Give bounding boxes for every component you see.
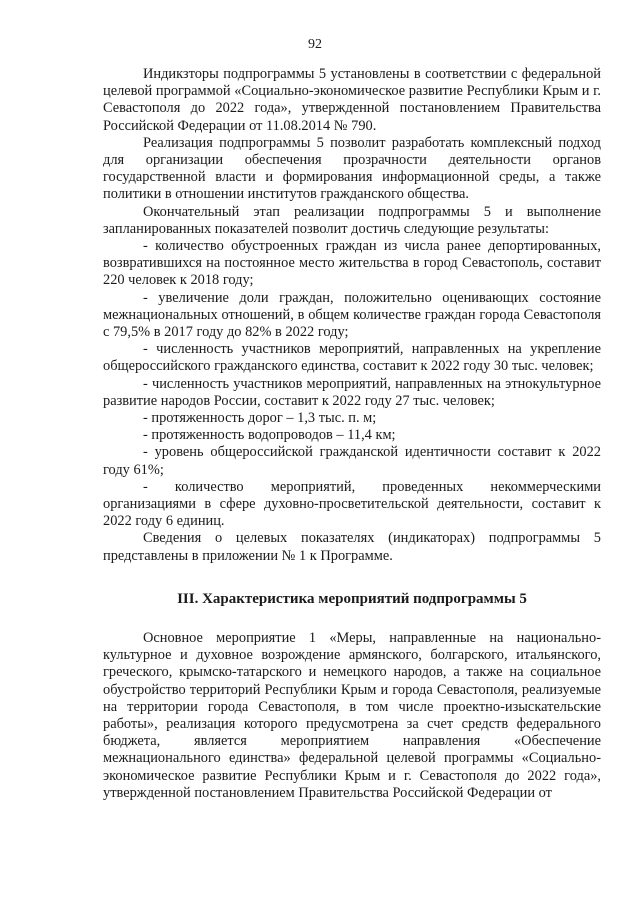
document-body [103,66,601,802]
result-item: - увеличение доли граждан, положительно оценивающих состояние межнациональных отношений, в общем количестве граждан города Севастополя с 79,5% в 2017 году до 82% в 2022 году; [103,289,601,341]
result-item: - количество обустроенных граждан из числа ранее депортированных, возвратившихся на постоянное место жительства в город Севастополь, составит 220 человек к 2018 году; [103,238,601,289]
paragraph-indicators: Индикзторы подпрограммы 5 установлены в соответствии с федеральной целевой программой «Социально-экономическое развитие Республики Крым и г. Севастополя до 2022 года», утвержденной постановлением Правительства Российской Федерации от 11.08.2014 № 790. [103,66,601,134]
paragraph-main-activity: Основное мероприятие 1 «Меры, направленные на национально-культурное и духовное возрождение армянского, болгарского, итальянского, греческого, крымско-татарского и немецкого народов, а также на социальное обустройство территорий Республики Крым и города Севастополя, реализуемые на территории города Севастополя, в том числе проектно-изыскательские работы», реализация которого предусмотрена за счет средств федерального бюджета, является мероприятием направления «Обеспечение межнационального единства» федеральной целевой программы «Социально-экономическое развитие Республики Крым и г. Севастополя до 2022 года», утвержденной постановлением Правительства Российской Федерации от [103,629,601,801]
paragraph-info: Сведения о целевых показателях (индикаторах) подпрограммы 5 представлены в приложении № 1 к Программе. [103,530,601,564]
result-item: - численность участников мероприятий, направленных на этнокультурное развитие народов России, составит к 2022 году 27 тыс. человек; [103,375,601,409]
result-item: - протяженность дорог – 1,3 тыс. п. м; [143,410,377,427]
section-title: III. Характеристика мероприятий подпрограммы 5 [177,590,527,607]
paragraph-implementation: Реализация подпрограммы 5 позволит разработать комплексный подход для организации обеспечения прозрачности деятельности органов государственной власти и формирования информационной среды, а также политики в отношении институтов гражданского общества. [103,134,601,203]
result-item: - количество мероприятий, проведенных некоммерческими организациями в сфере духовно-просветительской деятельности, составит к 2022 году 6 единиц. [103,478,601,530]
page-number: 92 [308,37,322,52]
result-item: - протяженность водопроводов – 11,4 км; [143,427,396,444]
result-item: - уровень общероссийской гражданской идентичности составит к 2022 году 61%; [103,444,601,478]
result-item: - численность участников мероприятий, направленных на укрепление общероссийского гражданского единства, составит к 2022 году 30 тыс. человек; [103,341,601,375]
paragraph-final-stage: Окончательный этап реализации подпрограммы 5 и выполнение запланированных показателей позволит достичь следующие результаты: [103,203,601,237]
